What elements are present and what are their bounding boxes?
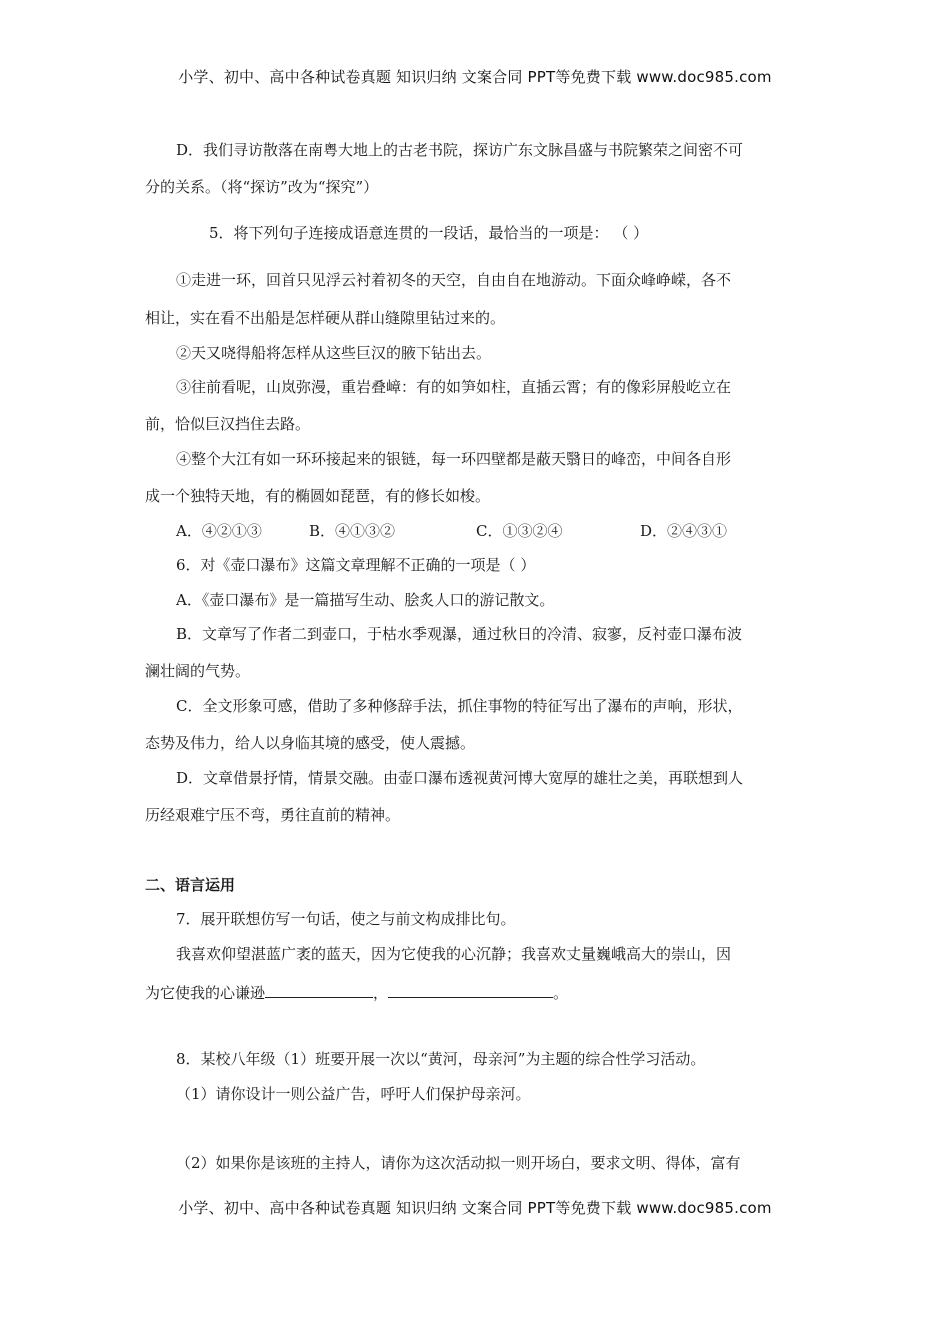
q5-sentence-1-line1: ①走进一环，回首只见浮云衬着初冬的天空，自由自在地游动。下面众峰峥嵘，各不: [176, 271, 732, 289]
q8-sub-1: （1）请你设计一则公益广告，呼吁人们保护母亲河。: [176, 1085, 531, 1103]
q7-line2-prefix: 为它使我的心谦逊: [145, 984, 266, 1002]
q4-option-d-line2: 分的关系。（将“探访”改为“探究”）: [145, 178, 379, 196]
q7-line2-end: 。: [553, 984, 569, 1002]
q6-option-d-line2: 历经艰难宁压不弯，勇往直前的精神。: [145, 806, 401, 824]
section-2-title: 二、语言运用: [145, 876, 236, 894]
q6-option-c-line2: 态势及伟力，给人以身临其境的感受，使人震撼。: [145, 734, 476, 752]
page-header: 小学、初中、高中各种试卷真题 知识归纳 文案合同 PPT等免费下载 www.doc985.com: [178, 68, 772, 86]
q5-sentence-4-line2: 成一个独特天地，有的椭圆如琵琶，有的修长如梭。: [145, 487, 491, 505]
q6-option-b-line2: 澜壮阔的气势。: [145, 662, 251, 680]
page-footer: 小学、初中、高中各种试卷真题 知识归纳 文案合同 PPT等免费下载 www.doc985.com: [178, 1199, 772, 1217]
q5-option-d: D．②④③①: [640, 522, 728, 540]
q7-blank-2[interactable]: [388, 981, 553, 998]
q7-line1: 我喜欢仰望湛蓝广袤的蓝天，因为它使我的心沉静；我喜欢丈量巍峨高大的崇山，因: [176, 945, 732, 963]
q7-line2: [145, 981, 810, 1003]
q5-option-c: C．①③②④: [476, 522, 563, 540]
q5-sentence-3-line1: ③往前看呢，山岚弥漫，重岩叠嶂：有的如笋如柱，直插云霄；有的像彩屏般屹立在: [176, 378, 732, 396]
q6-option-c-line1: C．全文形象可感，借助了多种修辞手法，抓住事物的特征写出了瀑布的声响，形状，: [176, 697, 743, 715]
q5-option-a: A．④②①③: [176, 522, 262, 540]
q6-stem: 6．对《壶口瀑布》这篇文章理解不正确的一项是（ ）: [176, 556, 536, 574]
q4-option-d-line1: D．我们寻访散落在南粤大地上的古老书院，探访广东文脉昌盛与书院繁荣之间密不可: [176, 141, 744, 159]
q5-sentence-3-line2: 前，恰似巨汉挡住去路。: [145, 415, 311, 433]
q5-sentence-2: ②天又哓得船将怎样从这些巨汉的腋下钻出去。: [176, 344, 492, 362]
q5-sentence-4-line1: ④整个大江有如一环环接起来的银链，每一环四壁都是蔽天翳日的峰峦，中间各自形: [176, 450, 732, 468]
q7-blank-1[interactable]: [265, 981, 373, 998]
q5-sentence-1-line2: 相让，实在看不出船是怎样硬从群山缝隙里钻过来的。: [145, 309, 506, 327]
q6-option-b-line1: B．文章写了作者二到壶口，于枯水季观瀑，通过秋日的冷清、寂寥，反衬壶口瀑布波: [176, 625, 743, 643]
q5-option-b: B．④①③②: [309, 522, 396, 540]
q7-stem: 7．展开联想仿写一句话，使之与前文构成排比句。: [176, 910, 516, 928]
q7-line2-comma: ，: [373, 984, 389, 1002]
q6-option-a: A．《壶口瀑布》是一篇描写生动、脍炙人口的游记散文。: [176, 591, 555, 609]
q8-stem: 8．某校八年级（1）班要开展一次以“黄河，母亲河”为主题的综合性学习活动。: [176, 1050, 706, 1068]
q8-sub-2: （2）如果你是该班的主持人，请你为这次活动拟一则开场白，要求文明、得体，富有: [176, 1154, 741, 1172]
q6-option-d-line1: D．文章借景抒情，情景交融。由壶口瀑布透视黄河博大宽厚的雄壮之美，再联想到人: [176, 769, 744, 787]
q5-stem: 5．将下列句子连接成语意连贯的一段话，最恰当的一项是： （ ）: [209, 224, 649, 242]
